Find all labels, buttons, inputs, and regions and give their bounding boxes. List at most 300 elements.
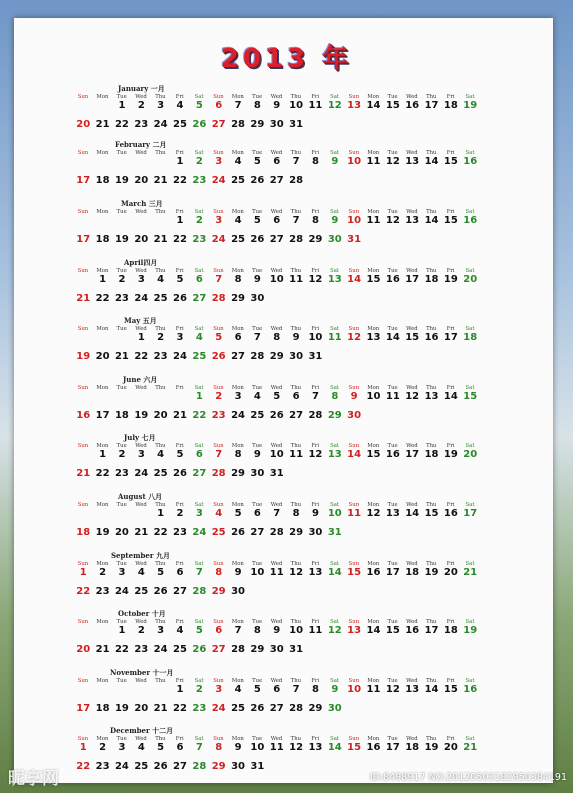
day-cell: 25 <box>153 293 168 304</box>
day-cell: 7 <box>273 508 281 519</box>
day-cell: 26 <box>211 351 226 362</box>
day-cell: 25 <box>134 761 149 772</box>
weekday-label: Sun <box>77 268 89 274</box>
day-cell: 20 <box>463 274 478 285</box>
weekday-label: Tue <box>387 443 398 449</box>
weekday-label: Thu <box>426 94 437 100</box>
day-cell: 15 <box>405 332 420 343</box>
weekday-label: Sat <box>465 619 475 625</box>
day-cell: 28 <box>289 703 304 714</box>
day-cell: 7 <box>311 391 319 402</box>
weekday-label: Mon <box>96 736 109 742</box>
day-cell: 19 <box>95 527 110 538</box>
day-cell: 11 <box>308 100 323 111</box>
day-cell: 10 <box>289 625 304 636</box>
weekday-label: Mon <box>367 619 380 625</box>
day-cell: 13 <box>308 567 323 578</box>
day-cell: 12 <box>405 391 420 402</box>
day-cell: 29 <box>211 586 226 597</box>
weekday-label: Sat <box>194 268 204 274</box>
day-cell: 27 <box>250 527 265 538</box>
weekday-label: Tue <box>387 619 398 625</box>
day-cell: 9 <box>331 684 339 695</box>
day-cell: 1 <box>118 100 126 111</box>
weekday-label: Sun <box>77 678 89 684</box>
weekday-label: Thu <box>155 150 166 156</box>
day-cell: 17 <box>405 449 420 460</box>
day-cell: 1 <box>99 449 107 460</box>
day-cell: 1 <box>99 274 107 285</box>
day-cell: 10 <box>289 100 304 111</box>
weekday-label: Fri <box>311 443 320 449</box>
day-cell: 15 <box>385 625 400 636</box>
day-cell: 24 <box>211 175 226 186</box>
month-name: January 一月 <box>118 84 165 93</box>
day-cell: 25 <box>134 586 149 597</box>
day-cell: 25 <box>250 410 265 421</box>
weekday-label: Mon <box>231 502 244 508</box>
weekday-label: Tue <box>252 385 263 391</box>
weekday-label: Sun <box>348 502 360 508</box>
weekday-label: Mon <box>231 678 244 684</box>
day-cell: 17 <box>424 100 439 111</box>
weekday-label: Sat <box>330 678 339 684</box>
day-cell: 26 <box>269 410 284 421</box>
weekday-label: Thu <box>290 209 302 215</box>
month-name: June 六月 <box>123 375 158 384</box>
day-cell: 3 <box>195 508 203 519</box>
weekday-label: Wed <box>135 619 147 625</box>
weekday-label: Thu <box>426 443 437 449</box>
day-cell: 18 <box>95 703 110 714</box>
day-cell: 19 <box>114 234 129 245</box>
weekday-label: Fri <box>175 678 184 684</box>
weekday-label: Wed <box>270 619 283 625</box>
weekday-label: Thu <box>426 502 437 508</box>
day-cell: 13 <box>347 625 362 636</box>
day-cell: 27 <box>289 410 304 421</box>
day-cell: 8 <box>234 274 242 285</box>
weekday-label: Sat <box>330 94 339 100</box>
month-name: December 十二月 <box>110 726 174 735</box>
weekday-label: Sat <box>330 619 339 625</box>
day-cell: 22 <box>114 644 129 655</box>
day-cell: 19 <box>424 567 439 578</box>
day-cell: 1 <box>157 508 165 519</box>
day-cell: 2 <box>118 449 126 460</box>
day-cell: 10 <box>347 156 362 167</box>
weekday-label: Mon <box>96 326 109 332</box>
day-cell: 28 <box>211 468 226 479</box>
day-cell: 22 <box>76 761 91 772</box>
weekday-label: Sat <box>194 385 204 391</box>
weekday-label: Tue <box>252 736 263 742</box>
day-cell: 24 <box>114 586 129 597</box>
day-cell: 10 <box>347 684 362 695</box>
day-cell: 26 <box>153 586 168 597</box>
weekday-label: Sat <box>465 268 475 274</box>
day-cell: 17 <box>443 332 458 343</box>
day-cell: 2 <box>137 100 145 111</box>
day-cell: 20 <box>153 410 168 421</box>
day-cell: 19 <box>134 410 149 421</box>
day-cell: 29 <box>231 468 245 479</box>
weekday-label: Wed <box>270 502 283 508</box>
weekday-label: Thu <box>155 443 166 449</box>
day-cell: 27 <box>269 703 284 714</box>
day-cell: 12 <box>385 215 400 226</box>
day-cell: 28 <box>231 644 245 655</box>
day-cell: 7 <box>234 625 242 636</box>
day-cell: 7 <box>253 332 261 343</box>
day-cell: 5 <box>195 625 203 636</box>
weekday-label: Sun <box>213 385 224 391</box>
day-cell: 10 <box>269 274 284 285</box>
day-cell: 23 <box>134 644 149 655</box>
weekday-label: Fri <box>446 561 455 567</box>
day-cell: 27 <box>269 175 284 186</box>
day-cell: 20 <box>114 527 129 538</box>
weekday-label: Sat <box>330 561 339 567</box>
weekday-label: Fri <box>311 209 320 215</box>
day-cell: 11 <box>366 156 381 167</box>
day-cell: 21 <box>463 567 478 578</box>
day-cell: 8 <box>311 156 319 167</box>
weekday-label: Wed <box>406 94 418 100</box>
day-cell: 2 <box>118 274 126 285</box>
day-cell: 12 <box>347 332 362 343</box>
day-cell: 1 <box>79 742 87 753</box>
day-cell: 24 <box>192 527 207 538</box>
day-cell: 14 <box>405 508 420 519</box>
day-cell: 3 <box>118 742 126 753</box>
weekday-label: Wed <box>135 678 147 684</box>
weekday-label: Sun <box>348 150 360 156</box>
weekday-label: Mon <box>231 619 244 625</box>
day-cell: 7 <box>195 567 203 578</box>
weekday-label: Mon <box>231 561 244 567</box>
day-cell: 3 <box>137 274 145 285</box>
weekday-label: Wed <box>406 209 418 215</box>
weekday-label: Mon <box>96 678 109 684</box>
weekday-label: Thu <box>290 268 302 274</box>
day-cell: 23 <box>192 234 207 245</box>
weekday-label: Sat <box>194 326 204 332</box>
weekday-label: Fri <box>311 678 320 684</box>
day-cell: 25 <box>192 351 207 362</box>
day-cell: 12 <box>308 449 323 460</box>
day-cell: 18 <box>405 742 420 753</box>
day-cell: 9 <box>273 625 281 636</box>
weekday-label: Tue <box>252 678 263 684</box>
day-cell: 8 <box>253 100 261 111</box>
weekday-label: Tue <box>252 209 263 215</box>
month-name: July 七月 <box>124 433 156 442</box>
day-cell: 23 <box>211 410 226 421</box>
weekday-label: Thu <box>290 619 302 625</box>
day-cell: 9 <box>331 156 339 167</box>
day-cell: 31 <box>308 351 323 362</box>
weekday-label: Tue <box>116 678 127 684</box>
weekday-label: Fri <box>446 385 455 391</box>
day-cell: 22 <box>153 527 168 538</box>
month-name: May 五月 <box>124 316 157 325</box>
day-cell: 19 <box>443 449 458 460</box>
day-cell: 13 <box>308 742 323 753</box>
weekday-label: Sun <box>77 150 89 156</box>
day-cell: 22 <box>173 703 187 714</box>
weekday-label: Fri <box>311 94 320 100</box>
weekday-label: Mon <box>96 94 109 100</box>
day-cell: 5 <box>253 215 261 226</box>
day-cell: 30 <box>269 644 284 655</box>
weekday-label: Mon <box>231 268 244 274</box>
watermark-id: ID:8498917 NO:20120503182950384191 <box>369 772 567 783</box>
day-cell: 21 <box>153 234 168 245</box>
weekday-label: Fri <box>446 94 455 100</box>
weekday-label: Wed <box>270 209 283 215</box>
weekday-label: Thu <box>155 561 166 567</box>
day-cell: 10 <box>269 449 284 460</box>
weekday-label: Sat <box>465 678 475 684</box>
weekday-label: Tue <box>387 209 398 215</box>
weekday-label: Sun <box>77 385 89 391</box>
day-cell: 16 <box>463 215 478 226</box>
day-cell: 21 <box>95 119 110 130</box>
day-cell: 27 <box>211 119 226 130</box>
day-cell: 28 <box>231 119 245 130</box>
day-cell: 1 <box>176 156 184 167</box>
day-cell: 12 <box>308 274 323 285</box>
weekday-label: Mon <box>96 443 109 449</box>
day-cell: 10 <box>250 742 265 753</box>
day-cell: 9 <box>273 100 281 111</box>
day-cell: 15 <box>443 215 458 226</box>
day-cell: 18 <box>424 449 439 460</box>
weekday-label: Fri <box>446 619 455 625</box>
weekday-label: Fri <box>311 502 320 508</box>
day-cell: 22 <box>134 351 149 362</box>
weekday-label: Fri <box>175 385 184 391</box>
weekday-label: Thu <box>426 678 437 684</box>
day-cell: 25 <box>231 175 245 186</box>
day-cell: 23 <box>173 527 187 538</box>
day-cell: 2 <box>157 332 165 343</box>
day-cell: 7 <box>215 274 223 285</box>
day-cell: 21 <box>153 703 168 714</box>
weekday-label: Sun <box>348 736 360 742</box>
weekday-label: Fri <box>175 619 184 625</box>
day-cell: 15 <box>347 567 362 578</box>
day-cell: 18 <box>114 410 129 421</box>
weekday-label: Sun <box>213 443 224 449</box>
month-name: October 十月 <box>118 609 166 618</box>
day-cell: 6 <box>292 391 300 402</box>
day-cell: 7 <box>292 684 300 695</box>
day-cell: 20 <box>443 567 458 578</box>
day-cell: 7 <box>195 742 203 753</box>
day-cell: 26 <box>173 293 187 304</box>
weekday-label: Wed <box>135 561 147 567</box>
day-cell: 19 <box>443 274 458 285</box>
day-cell: 30 <box>250 293 265 304</box>
day-cell: 19 <box>114 175 129 186</box>
weekday-label: Mon <box>231 150 244 156</box>
weekday-label: Sat <box>194 502 204 508</box>
day-cell: 29 <box>231 293 245 304</box>
weekday-label: Thu <box>426 385 437 391</box>
day-cell: 16 <box>405 625 420 636</box>
weekday-label: Wed <box>135 150 147 156</box>
weekday-label: Thu <box>155 619 166 625</box>
weekday-label: Sun <box>348 94 360 100</box>
day-cell: 8 <box>253 625 261 636</box>
day-cell: 30 <box>289 351 304 362</box>
weekday-label: Tue <box>116 502 127 508</box>
weekday-label: Thu <box>290 502 302 508</box>
weekday-label: Thu <box>290 326 302 332</box>
day-cell: 14 <box>327 742 342 753</box>
weekday-label: Tue <box>387 385 398 391</box>
day-cell: 24 <box>173 351 187 362</box>
day-cell: 8 <box>331 391 339 402</box>
weekday-label: Thu <box>290 678 302 684</box>
day-cell: 29 <box>211 761 226 772</box>
day-cell: 16 <box>405 100 420 111</box>
weekday-label: Tue <box>387 326 398 332</box>
day-cell: 25 <box>173 119 187 130</box>
weekday-label: Tue <box>252 94 263 100</box>
day-cell: 3 <box>176 332 184 343</box>
day-cell: 17 <box>385 742 400 753</box>
day-cell: 21 <box>173 410 187 421</box>
day-cell: 26 <box>231 527 245 538</box>
weekday-label: Wed <box>406 561 418 567</box>
day-cell: 22 <box>114 119 129 130</box>
weekday-label: Fri <box>175 268 184 274</box>
day-cell: 26 <box>250 175 265 186</box>
day-cell: 5 <box>253 684 261 695</box>
weekday-label: Mon <box>96 150 109 156</box>
day-cell: 22 <box>192 410 207 421</box>
weekday-label: Sun <box>348 561 360 567</box>
day-cell: 17 <box>405 274 420 285</box>
weekday-label: Fri <box>175 94 184 100</box>
day-cell: 12 <box>289 742 304 753</box>
weekday-label: Thu <box>290 150 302 156</box>
weekday-label: Tue <box>387 268 398 274</box>
day-cell: 19 <box>76 351 91 362</box>
day-cell: 24 <box>211 703 226 714</box>
weekday-label: Sun <box>348 443 360 449</box>
weekday-label: Wed <box>135 209 147 215</box>
weekday-label: Fri <box>311 326 320 332</box>
day-cell: 14 <box>366 100 381 111</box>
day-cell: 28 <box>289 234 304 245</box>
day-cell: 18 <box>95 175 110 186</box>
day-cell: 18 <box>443 100 458 111</box>
day-cell: 10 <box>250 567 265 578</box>
day-cell: 9 <box>234 742 242 753</box>
day-cell: 1 <box>176 215 184 226</box>
day-cell: 16 <box>385 274 400 285</box>
weekday-label: Mon <box>367 736 380 742</box>
day-cell: 21 <box>134 527 149 538</box>
weekday-label: Fri <box>446 209 455 215</box>
weekday-label: Sat <box>330 385 339 391</box>
day-cell: 23 <box>192 703 207 714</box>
weekday-label: Tue <box>116 209 127 215</box>
weekday-label: Sat <box>194 678 204 684</box>
weekday-label: Sat <box>194 94 204 100</box>
day-cell: 8 <box>215 567 223 578</box>
day-cell: 7 <box>292 156 300 167</box>
day-cell: 14 <box>366 625 381 636</box>
day-cell: 15 <box>463 391 478 402</box>
weekday-label: Wed <box>270 268 283 274</box>
day-cell: 31 <box>327 527 342 538</box>
weekday-label: Sun <box>77 502 89 508</box>
weekday-label: Sat <box>194 209 204 215</box>
day-cell: 6 <box>234 332 242 343</box>
weekday-label: Fri <box>311 561 320 567</box>
day-cell: 15 <box>385 100 400 111</box>
weekday-label: Wed <box>270 326 283 332</box>
day-cell: 9 <box>311 508 319 519</box>
day-cell: 6 <box>215 625 223 636</box>
weekday-label: Sun <box>213 502 224 508</box>
day-cell: 13 <box>366 332 381 343</box>
weekday-label: Sat <box>330 209 339 215</box>
day-cell: 20 <box>443 742 458 753</box>
day-cell: 2 <box>195 684 203 695</box>
day-cell: 29 <box>327 410 342 421</box>
day-cell: 22 <box>76 586 91 597</box>
weekday-label: Fri <box>446 736 455 742</box>
weekday-label: Tue <box>116 619 127 625</box>
day-cell: 5 <box>273 391 281 402</box>
weekday-label: Tue <box>252 268 263 274</box>
weekday-label: Wed <box>135 736 147 742</box>
weekday-label: Sat <box>194 561 204 567</box>
day-cell: 5 <box>157 567 165 578</box>
weekday-label: Sat <box>465 561 475 567</box>
weekday-label: Wed <box>406 326 418 332</box>
weekday-label: Sat <box>194 736 204 742</box>
weekday-label: Mon <box>367 385 380 391</box>
weekday-label: Mon <box>231 443 244 449</box>
day-cell: 24 <box>153 119 168 130</box>
day-cell: 8 <box>273 332 281 343</box>
weekday-label: Sat <box>465 443 475 449</box>
day-cell: 15 <box>366 274 381 285</box>
day-cell: 16 <box>463 684 478 695</box>
weekday-label: Sat <box>465 94 475 100</box>
day-cell: 4 <box>157 449 165 460</box>
day-cell: 10 <box>308 332 323 343</box>
weekday-label: Mon <box>96 502 109 508</box>
day-cell: 27 <box>269 234 284 245</box>
day-cell: 1 <box>176 684 184 695</box>
day-cell: 13 <box>405 684 420 695</box>
day-cell: 25 <box>231 234 245 245</box>
day-cell: 3 <box>215 156 223 167</box>
day-cell: 6 <box>253 508 261 519</box>
weekday-label: Fri <box>446 150 455 156</box>
day-cell: 14 <box>347 274 362 285</box>
day-cell: 3 <box>215 684 223 695</box>
weekday-label: Fri <box>311 736 320 742</box>
